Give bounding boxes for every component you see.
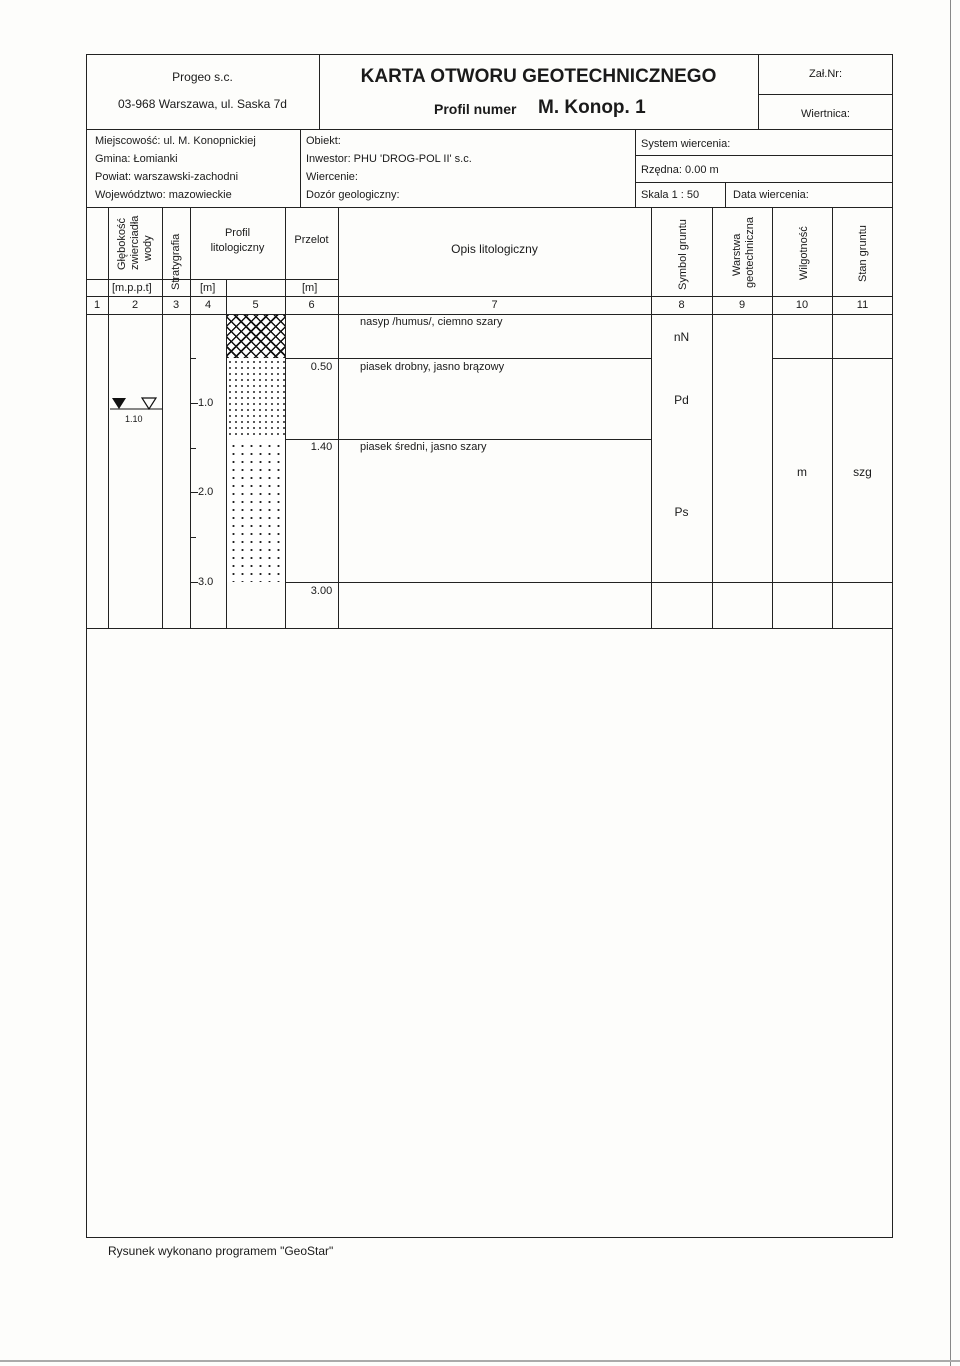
zal-label: Zał.Nr: [809,68,842,80]
col-przelot-unit: [m] [302,282,318,294]
inwestor: Inwestor: PHU 'DROG-POL II' s.c. [306,153,472,165]
layer-1-bottom: 0.50 [310,361,333,373]
col-num-7: 7 [491,299,498,311]
col-symbol: Symbol gruntu [677,219,689,290]
powiat: Powiat: warszawski-zachodni [95,171,239,183]
col-profil-unit: [m] [200,282,216,294]
col-warstwa-2: geotechniczna [744,217,756,288]
layer-2-description: piasek drobny, jasno brązowy [360,361,505,373]
layer-1-description: nasyp /humus/, ciemno szary [360,316,503,328]
wojewodztwo: Województwo: mazowieckie [95,189,232,201]
depth-tick-1: 1.0 [198,397,214,409]
rzedna: Rzędna: 0.00 m [641,164,719,176]
col-num-6: 6 [308,299,315,311]
depth-tick-2: 2.0 [198,486,214,498]
col-profil-2: litologiczny [210,242,265,254]
wiertnica-label: Wiertnica: [801,108,850,120]
col-glebokosc-unit: [m.p.p.t] [112,282,152,294]
miejscowosc: Miejscowość: ul. M. Konopnickiej [95,135,256,147]
soil-state-value: szg [853,465,872,479]
col-num-3: 3 [172,299,180,311]
layer-3-description: piasek średni, jasno szary [360,441,487,453]
pattern-medium-sand [227,440,285,582]
layer-3-bottom: 3.00 [310,585,333,597]
col-glebokosc-3: wody [142,235,154,261]
col-num-9: 9 [738,299,746,311]
frame-bottom [86,1237,893,1238]
gmina: Gmina: Łomianki [95,153,178,165]
pattern-fill-nasyp [227,315,285,358]
col-num-8: 8 [678,299,685,311]
obiekt: Obiekt: [306,135,341,147]
moisture-value: m [797,465,807,479]
company-name: Progeo s.c. [172,70,233,84]
col-warstwa-1: Warstwa [731,233,743,276]
col-glebokosc-1: Głębokość [116,218,128,270]
data-wiercenia: Data wiercenia: [733,189,809,201]
col-num-5: 5 [252,299,259,311]
skala: Skala 1 : 50 [641,189,700,201]
frame-right [892,54,893,1238]
depth-tick-3: 3.0 [198,576,214,588]
wiercenie: Wiercenie: [306,171,358,183]
col-num-1: 1 [93,299,101,311]
col-profil-1: Profil [224,227,251,239]
layer-3-symbol: Ps [674,505,689,519]
page-title: KARTA OTWORU GEOTECHNICZNEGO [360,66,717,87]
col-opis: Opis litologiczny [451,242,538,256]
col-stratygrafia: Stratygrafia [170,233,182,290]
col-przelot: Przelot [294,234,329,246]
col-num-4: 4 [204,299,212,311]
layer-2-bottom: 1.40 [310,441,333,453]
col-glebokosc-2: zwierciadła [129,215,141,270]
scan-bottom-edge [0,1360,960,1362]
company-address: 03-968 Warszawa, ul. Saska 7d [118,97,287,111]
layer-1-symbol: nN [673,330,690,344]
footer-credit: Rysunek wykonano programem "GeoStar" [108,1244,334,1258]
col-num-2: 2 [131,299,139,311]
scan-edge [950,0,951,1366]
dozor: Dozór geologiczny: [306,189,400,201]
profile-number: M. Konop. 1 [538,97,646,118]
col-num-10: 10 [795,299,809,311]
water-level-value: 1.10 [125,414,143,424]
frame-left [86,54,87,1238]
layer-2-symbol: Pd [674,393,689,407]
frame-top [86,54,893,55]
water-level-icon [110,396,162,410]
pattern-fine-sand [227,359,285,439]
col-num-11: 11 [856,299,869,311]
col-wilgotnosc: Wilgotność [798,226,810,280]
profile-label: Profil numer [434,101,517,117]
col-stan: Stan gruntu [857,225,869,282]
system-wiercenia: System wiercenia: [641,138,731,150]
